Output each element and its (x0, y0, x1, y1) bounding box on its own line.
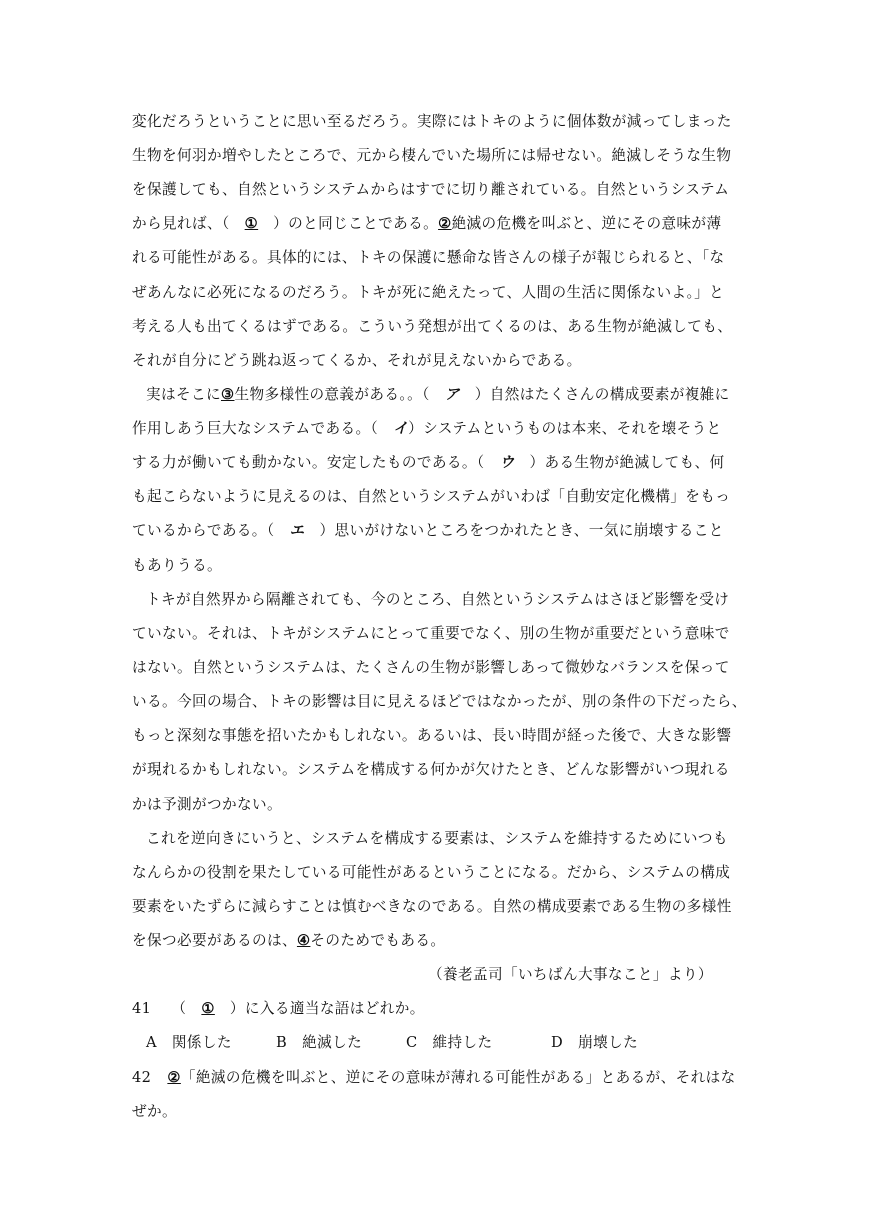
p2-line-5 (132, 521, 742, 541)
q41-options (146, 1033, 756, 1053)
p1-line-5: れる可能性がある。具体的には、トキの保護に懸命な皆さんの様子が報じられると、「な (132, 249, 725, 266)
underline-marker-4: ④ (296, 932, 311, 949)
q41-text: （ (171, 1000, 202, 1017)
source-citation: （養老孟司「いちばん大事なこと」より） (428, 966, 713, 983)
p2-line-6: もありうる。 (132, 557, 222, 574)
blank-e: エ (289, 522, 305, 539)
option-c[interactable]: C 維持した (406, 1034, 493, 1051)
p2-text: ているからである。（ (132, 522, 290, 539)
p1-line-3: を保護しても、自然というシステムからはすでに切り離されている。自然というシステム (132, 181, 730, 198)
p2-line-2 (132, 419, 742, 439)
p3-line-5: もっと深刻な事態を招いたかもしれない。あるいは、長い時間が経った後で、大きな影響 (132, 727, 732, 744)
p2-text: ）思いがけないところをつかれたとき、一気に崩壊すること (304, 522, 724, 539)
p2-line-4: も起こらないように見えるのは、自然というシステムがいわば「自動安定化機構」をもっ (132, 488, 731, 505)
p3-line-1: トキが自然界から隔離されても、今のところ、自然というシステムはさほど影響を受け (146, 591, 730, 608)
p2-text: する力が働いても動かない。安定したものである。（ (132, 454, 500, 471)
p4-line-2: なんらかの役割を果たしている可能性があるということになる。だから、システムの構成 (132, 864, 731, 881)
option-a[interactable]: A 関係した (146, 1034, 232, 1051)
question-42-cont: ぜか。 (132, 1103, 177, 1120)
blank-u: ウ (499, 454, 515, 471)
p1-line-2: 生物を何羽か増やしたところで、元から棲んでいた場所には帰せない。絶滅しそうな生物 (132, 147, 732, 164)
p1-text: 絶滅の危機を叫ぶと、逆にその意味が薄 (451, 215, 722, 232)
question-41 (132, 999, 742, 1019)
p2-text: ）自然はたくさんの構成要素が複雑に (459, 386, 730, 403)
p2-line-3 (132, 453, 742, 473)
blank-a: ア (444, 386, 460, 403)
p3-line-4: いる。今回の場合、トキの影響は目に見えるほどではなかったが、別の条件の下だったら、 (132, 693, 747, 710)
p2-text: ）システムというものは本来、それを壊そうと (408, 420, 722, 437)
p1-line-1: 変化だろうということに思い至るだろう。実際にはトキのように個体数が減ってしまった (132, 113, 732, 130)
blank-i: イ (393, 420, 409, 437)
p2-text: 実はそこに (146, 386, 221, 403)
option-b[interactable]: B 絶滅した (276, 1034, 363, 1051)
p1-line-6: ぜあんなに必死になるのだろう。トキが死に絶えたって、人間の生活に関係ないよ。」と (132, 284, 725, 301)
p1-line-7: 考える人も出てくるはずである。こういう発想が出てくるのは、ある生物が絶滅しても、 (132, 318, 733, 335)
q42-text: 「絶滅の危機を叫ぶと、逆にその意味が薄れる可能性がある」とあるが、それはな (180, 1069, 736, 1086)
option-d[interactable]: D 崩壊した (551, 1034, 639, 1051)
p4-line-1: これを逆向きにいうと、システムを構成する要素は、システムを維持するためにいつも (146, 830, 728, 847)
q41-text: ）に入る適当な語はどれか。 (214, 1000, 425, 1017)
p2-line-1 (146, 385, 756, 405)
blank-1-marker: ① (201, 1000, 215, 1017)
p1-text: ）のと同じことである。 (258, 215, 439, 232)
question-42 (132, 1068, 742, 1088)
blank-1-marker: ① (244, 215, 259, 232)
p1-line-4 (132, 214, 742, 234)
underline-marker-3: ③ (220, 386, 235, 403)
underline-marker-2: ② (167, 1069, 181, 1086)
p1-line-8: それが自分にどう跳ね返ってくるか、それが見えないからである。 (132, 352, 582, 369)
p4-text: を保つ必要があるのは、 (132, 932, 297, 949)
p4-line-4 (132, 931, 742, 951)
question-number: 41 (132, 1000, 152, 1017)
p2-text: 作用しあう巨大なシステムである。（ (132, 420, 394, 437)
p3-line-3: はない。自然というシステムは、たくさんの生物が影響しあって微妙なバランスを保って (132, 659, 730, 676)
p3-line-2: ていない。それは、トキがシステムにとって重要でなく、別の生物が重要だという意味で (132, 625, 730, 642)
underline-marker-2: ② (438, 215, 452, 232)
p3-line-7: かは予測がつかない。 (132, 796, 282, 813)
p4-text: そのためでもある。 (310, 932, 446, 949)
question-number: 42 (132, 1069, 152, 1086)
p1-text: から見れば、（ (132, 215, 245, 232)
p3-line-6: が現れるかもしれない。システムを構成する何かが欠けたとき、どんな影響がいつ現れる (132, 761, 730, 778)
p4-line-3: 要素をいたずらに減らすことは慎むべきなのである。自然の構成要素である生物の多様性 (132, 898, 732, 915)
p2-text: 生物多様性の意義がある。。（ (234, 386, 445, 403)
p2-text: ）ある生物が絶滅しても、何 (514, 454, 725, 471)
